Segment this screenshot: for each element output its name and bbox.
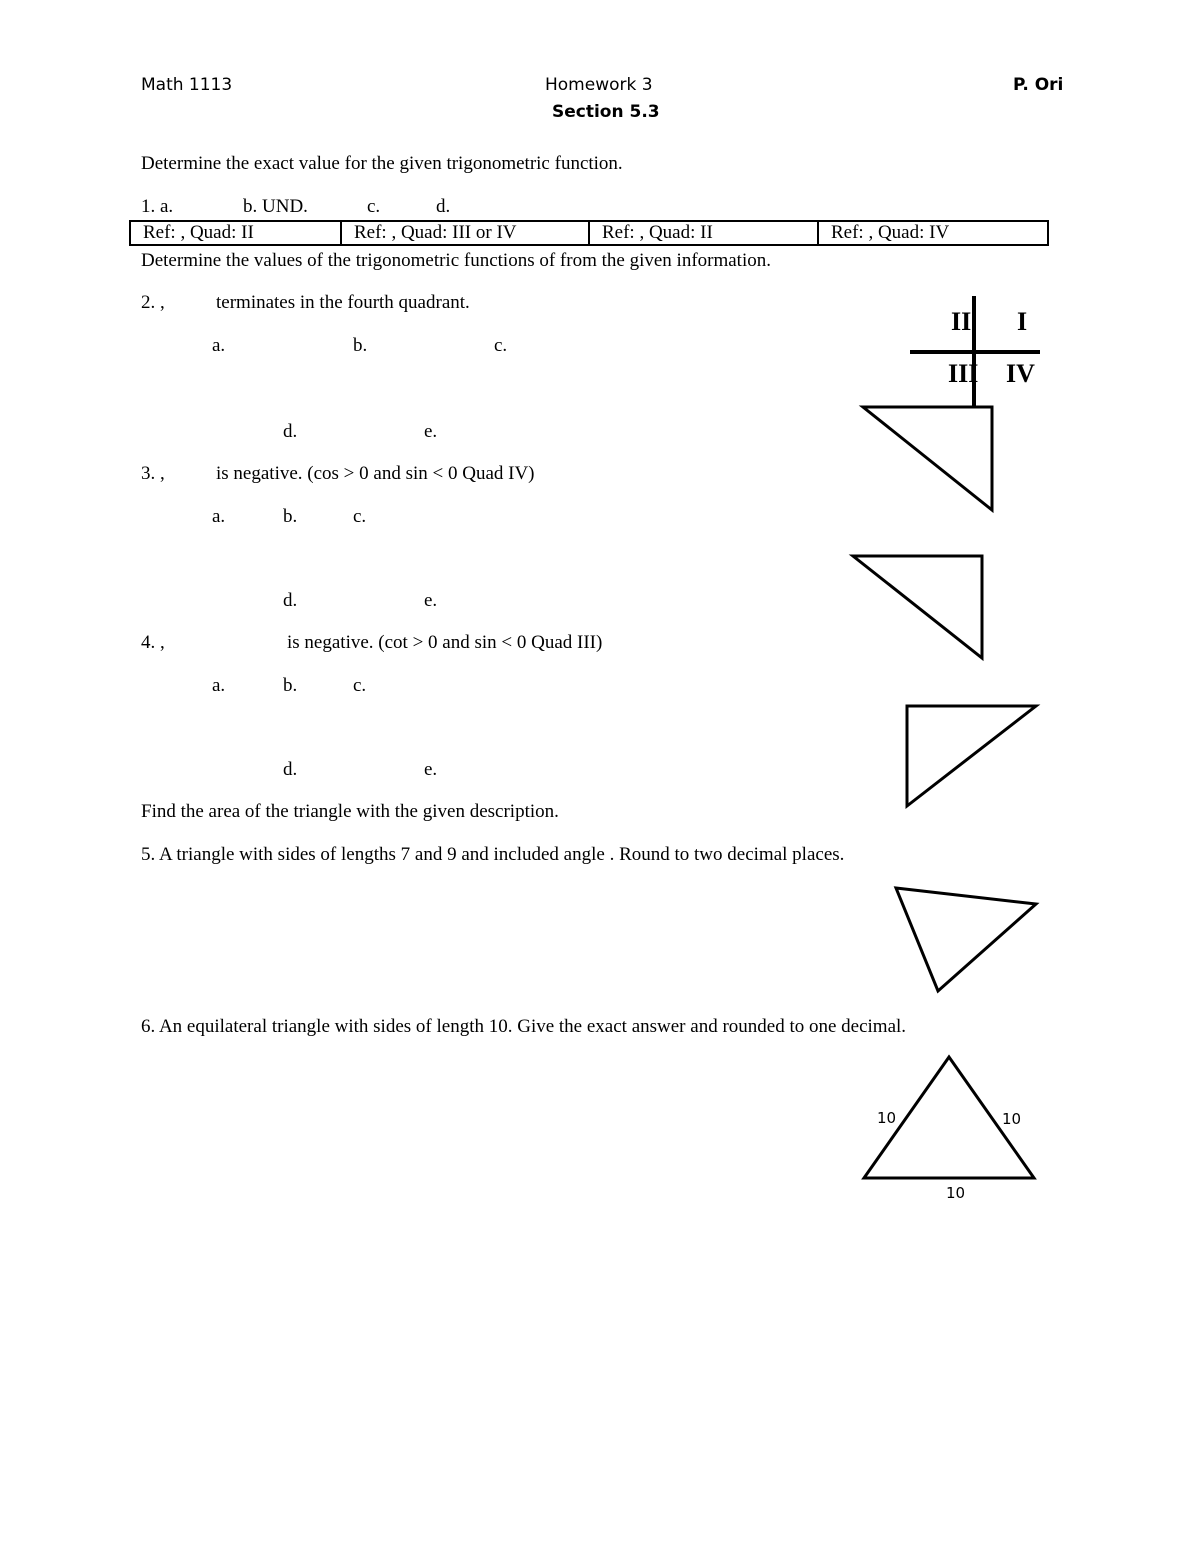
q4-item-b: b. [283,675,298,696]
part3-instruction: Find the area of the triangle with the given description. [141,801,559,822]
q4-text: is negative. (cot > 0 and sin < 0 Quad III) [287,632,603,653]
q2-item-a: a. [212,335,226,356]
triangle-q2 [863,407,992,510]
q3-item-d: d. [283,590,298,611]
q2-text: terminates in the fourth quadrant. [216,292,470,313]
quadrant-label-4: IV [1006,359,1035,388]
part1-instruction: Determine the exact value for the given trigonometric function. [141,153,623,174]
quadrant-diagram [910,296,1040,408]
q4-item-c: c. [353,675,367,696]
q4-number: 4. , [141,632,165,653]
equilateral-triangle [864,1057,1034,1202]
triangle-q3 [853,556,982,658]
author-name: P. Ori [1013,75,1064,95]
q3-number: 3. , [141,463,165,484]
q4-item-e: e. [424,759,438,780]
q1-answer-d: d. [436,196,451,217]
q1-answer-a: 1. a. [141,196,174,217]
q3-item-a: a. [212,506,226,527]
quadrant-label-2: II [951,307,972,336]
table-cell: Ref: , Quad: II [589,221,818,245]
table-cell: Ref: , Quad: IV [818,221,1048,245]
quadrant-label-3: III [948,359,979,388]
q2-item-b: b. [353,335,368,356]
q2-item-d: d. [283,421,298,442]
triangle-q5 [896,888,1036,991]
side-label-bottom: 10 [946,1184,966,1202]
q4-item-d: d. [283,759,298,780]
side-label-right: 10 [1002,1110,1022,1128]
q3-item-b: b. [283,506,298,527]
quadrant-label-1: I [1017,307,1028,336]
q3-item-e: e. [424,590,438,611]
q1-answer-b: b. UND. [243,196,308,217]
q1-answer-c: c. [367,196,381,217]
side-label-left: 10 [877,1109,897,1127]
document-title: Homework 3 [545,75,653,95]
q4-item-a: a. [212,675,226,696]
q3-text: is negative. (cos > 0 and sin < 0 Quad IV) [216,463,535,484]
part2-instruction: Determine the values of the trigonometric functions of from the given information. [141,250,771,271]
q5-text: 5. A triangle with sides of lengths 7 and 9 and included angle . Round to two decimal places. [141,844,845,865]
course-name: Math 1113 [141,75,233,95]
q2-number: 2. , [141,292,165,313]
triangle-q4 [907,706,1036,806]
q2-item-e: e. [424,421,438,442]
q6-text: 6. An equilateral triangle with sides of length 10. Give the exact answer and rounded to one decimal. [141,1016,907,1037]
q2-item-c: c. [494,335,508,356]
section-title: Section 5.3 [552,102,660,122]
table-cell: Ref: , Quad: II [130,221,341,245]
q3-item-c: c. [353,506,367,527]
table-cell: Ref: , Quad: III or IV [341,221,589,245]
